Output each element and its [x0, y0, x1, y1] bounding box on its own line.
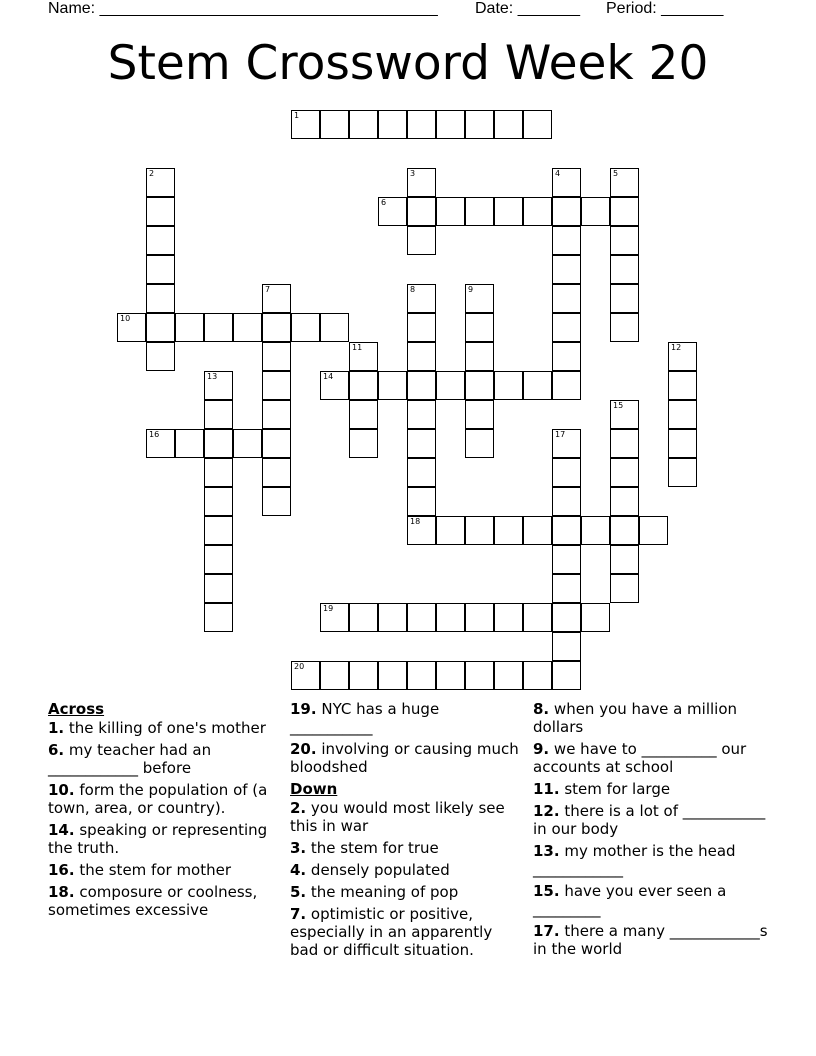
grid-cell[interactable] — [204, 313, 233, 342]
grid-cell[interactable] — [552, 255, 581, 284]
cell-number: 5 — [613, 169, 619, 178]
grid-cell[interactable] — [349, 400, 378, 429]
cell-number: 7 — [265, 285, 271, 294]
date-field-label: Date: _______ — [475, 0, 580, 17]
grid-cell[interactable] — [349, 603, 378, 632]
grid-cell[interactable] — [465, 110, 494, 139]
grid-cell[interactable] — [494, 516, 523, 545]
grid-cell[interactable] — [320, 371, 349, 400]
grid-cell[interactable] — [581, 516, 610, 545]
grid-cell[interactable] — [407, 342, 436, 371]
grid-cell[interactable] — [262, 284, 291, 313]
down-heading: Down — [290, 780, 338, 798]
grid-cell[interactable] — [552, 429, 581, 458]
clue-across-6: 6. my teacher had an ____________ before — [48, 741, 212, 777]
grid-cell[interactable] — [262, 400, 291, 429]
grid-cell[interactable] — [668, 371, 697, 400]
grid-cell[interactable] — [523, 661, 552, 690]
grid-cell[interactable] — [320, 603, 349, 632]
grid-cell[interactable] — [146, 226, 175, 255]
clue-down-4: 4. densely populated — [290, 861, 450, 879]
grid-cell[interactable] — [204, 487, 233, 516]
grid-cell[interactable] — [610, 487, 639, 516]
grid-cell[interactable] — [436, 197, 465, 226]
grid-cell[interactable] — [233, 313, 262, 342]
grid-cell[interactable] — [204, 545, 233, 574]
grid-cell[interactable] — [407, 661, 436, 690]
grid-cell[interactable] — [378, 371, 407, 400]
grid-cell[interactable] — [407, 313, 436, 342]
grid-cell[interactable] — [610, 400, 639, 429]
grid-cell[interactable] — [436, 516, 465, 545]
grid-cell[interactable] — [407, 400, 436, 429]
cell-number: 15 — [613, 401, 624, 410]
grid-cell[interactable] — [117, 313, 146, 342]
grid-cell[interactable] — [552, 168, 581, 197]
clue-across-1: 1. the killing of one's mother — [48, 719, 266, 737]
grid-cell[interactable] — [262, 429, 291, 458]
grid-cell[interactable] — [552, 574, 581, 603]
grid-cell[interactable] — [262, 371, 291, 400]
clue-down-13: 13. my mother is the head ____________ — [533, 842, 736, 878]
grid-cell[interactable] — [262, 458, 291, 487]
grid-cell[interactable] — [146, 284, 175, 313]
grid-cell[interactable] — [494, 661, 523, 690]
grid-cell[interactable] — [407, 458, 436, 487]
grid-cell[interactable] — [349, 371, 378, 400]
grid-cell[interactable] — [291, 110, 320, 139]
clue-down-17: 17. there a many ____________s in the world — [533, 922, 768, 958]
grid-cell[interactable] — [610, 313, 639, 342]
grid-cell[interactable] — [407, 168, 436, 197]
grid-cell[interactable] — [175, 313, 204, 342]
grid-cell[interactable] — [378, 661, 407, 690]
grid-cell[interactable] — [407, 226, 436, 255]
grid-cell[interactable] — [465, 342, 494, 371]
grid-cell[interactable] — [378, 110, 407, 139]
grid-cell[interactable] — [349, 429, 378, 458]
grid-cell[interactable] — [552, 545, 581, 574]
grid-cell[interactable] — [349, 661, 378, 690]
cell-number: 20 — [294, 662, 305, 671]
grid-cell[interactable] — [407, 429, 436, 458]
grid-cell[interactable] — [668, 400, 697, 429]
grid-cell[interactable] — [494, 603, 523, 632]
cell-number: 13 — [207, 372, 218, 381]
grid-cell[interactable] — [436, 110, 465, 139]
grid-cell[interactable] — [204, 429, 233, 458]
grid-cell[interactable] — [610, 458, 639, 487]
clue-across-19: 19. NYC has a huge ___________ — [290, 700, 440, 736]
grid-cell[interactable] — [407, 197, 436, 226]
grid-cell[interactable] — [552, 603, 581, 632]
clue-down-7: 7. optimistic or positive, especially in an apparently bad or difficult situation. — [290, 905, 493, 959]
grid-cell[interactable] — [465, 516, 494, 545]
grid-cell[interactable] — [552, 226, 581, 255]
grid-cell[interactable] — [320, 661, 349, 690]
grid-cell[interactable] — [552, 661, 581, 690]
grid-cell[interactable] — [291, 313, 320, 342]
grid-cell[interactable] — [204, 603, 233, 632]
grid-cell[interactable] — [552, 313, 581, 342]
clue-across-18: 18. composure or coolness, sometimes excessive — [48, 883, 258, 919]
grid-cell[interactable] — [146, 168, 175, 197]
grid-cell[interactable] — [407, 110, 436, 139]
grid-cell[interactable] — [204, 400, 233, 429]
grid-cell[interactable] — [581, 603, 610, 632]
grid-cell[interactable] — [320, 313, 349, 342]
grid-cell[interactable] — [407, 284, 436, 313]
grid-cell[interactable] — [465, 400, 494, 429]
grid-cell[interactable] — [407, 487, 436, 516]
grid-cell[interactable] — [610, 255, 639, 284]
clue-across-20: 20. involving or causing much bloodshed — [290, 740, 519, 776]
grid-cell[interactable] — [610, 574, 639, 603]
grid-cell[interactable] — [436, 603, 465, 632]
clue-down-3: 3. the stem for true — [290, 839, 439, 857]
grid-cell[interactable] — [204, 371, 233, 400]
grid-cell[interactable] — [494, 110, 523, 139]
grid-cell[interactable] — [146, 313, 175, 342]
grid-cell[interactable] — [349, 342, 378, 371]
grid-cell[interactable] — [262, 487, 291, 516]
grid-cell[interactable] — [610, 226, 639, 255]
grid-cell[interactable] — [465, 371, 494, 400]
grid-cell[interactable] — [465, 197, 494, 226]
grid-cell[interactable] — [552, 458, 581, 487]
clue-down-5: 5. the meaning of pop — [290, 883, 459, 901]
grid-cell[interactable] — [146, 429, 175, 458]
name-field-label: Name: ______________________________________ — [48, 0, 438, 17]
clue-down-9: 9. we have to __________ our accounts at school — [533, 740, 747, 776]
grid-cell[interactable] — [465, 661, 494, 690]
grid-cell[interactable] — [552, 371, 581, 400]
grid-cell[interactable] — [233, 429, 262, 458]
grid-cell[interactable] — [523, 197, 552, 226]
cell-number: 4 — [555, 169, 561, 178]
cell-number: 3 — [410, 169, 416, 178]
clue-down-12: 12. there is a lot of ___________ in our body — [533, 802, 766, 838]
clue-column-2 — [290, 700, 520, 963]
cell-number: 16 — [149, 430, 160, 439]
grid-cell[interactable] — [523, 603, 552, 632]
grid-cell[interactable] — [523, 110, 552, 139]
cell-number: 10 — [120, 314, 131, 323]
grid-cell[interactable] — [175, 429, 204, 458]
cell-number: 8 — [410, 285, 416, 294]
grid-cell[interactable] — [407, 371, 436, 400]
grid-cell[interactable] — [436, 371, 465, 400]
grid-cell[interactable] — [552, 284, 581, 313]
grid-cell[interactable] — [668, 458, 697, 487]
clue-across-14: 14. speaking or representing the truth. — [48, 821, 268, 857]
grid-cell[interactable] — [552, 342, 581, 371]
cell-number: 18 — [410, 517, 421, 526]
grid-cell[interactable] — [378, 197, 407, 226]
cell-number: 6 — [381, 198, 387, 207]
grid-cell[interactable] — [465, 429, 494, 458]
cell-number: 11 — [352, 343, 363, 352]
grid-cell[interactable] — [465, 313, 494, 342]
grid-cell[interactable] — [204, 574, 233, 603]
grid-cell[interactable] — [407, 603, 436, 632]
cell-number: 17 — [555, 430, 566, 439]
grid-cell[interactable] — [465, 284, 494, 313]
grid-cell[interactable] — [523, 516, 552, 545]
grid-cell[interactable] — [262, 342, 291, 371]
grid-cell[interactable] — [204, 458, 233, 487]
grid-cell[interactable] — [552, 197, 581, 226]
clue-column-1 — [48, 700, 280, 923]
grid-cell[interactable] — [552, 632, 581, 661]
grid-cell[interactable] — [552, 516, 581, 545]
grid-cell[interactable] — [465, 603, 494, 632]
grid-cell[interactable] — [523, 371, 552, 400]
grid-cell[interactable] — [436, 661, 465, 690]
grid-cell[interactable] — [610, 429, 639, 458]
grid-cell[interactable] — [494, 197, 523, 226]
grid-cell[interactable] — [320, 110, 349, 139]
clue-down-2: 2. you would most likely see this in war — [290, 799, 505, 835]
grid-cell[interactable] — [407, 516, 436, 545]
grid-cell[interactable] — [581, 197, 610, 226]
grid-cell[interactable] — [204, 516, 233, 545]
period-field-label: Period: _______ — [606, 0, 724, 17]
grid-cell[interactable] — [610, 284, 639, 313]
grid-cell[interactable] — [146, 342, 175, 371]
cell-number: 12 — [671, 343, 682, 352]
cell-number: 19 — [323, 604, 334, 613]
grid-cell[interactable] — [610, 516, 639, 545]
grid-cell[interactable] — [146, 255, 175, 284]
grid-cell[interactable] — [291, 661, 320, 690]
grid-cell[interactable] — [378, 603, 407, 632]
clue-column-3 — [533, 700, 768, 962]
cell-number: 9 — [468, 285, 474, 294]
grid-cell[interactable] — [349, 110, 378, 139]
grid-cell[interactable] — [262, 313, 291, 342]
cell-number: 2 — [149, 169, 155, 178]
cell-number: 1 — [294, 111, 300, 120]
grid-cell[interactable] — [146, 197, 175, 226]
cell-number: 14 — [323, 372, 334, 381]
clue-down-11: 11. stem for large — [533, 780, 671, 798]
clue-down-15: 15. have you ever seen a _________ — [533, 882, 727, 918]
clue-across-16: 16. the stem for mother — [48, 861, 232, 879]
grid-cell[interactable] — [610, 197, 639, 226]
across-heading: Across — [48, 700, 105, 718]
page-title: Stem Crossword Week 20 — [107, 36, 709, 91]
grid-cell[interactable] — [668, 429, 697, 458]
grid-cell[interactable] — [639, 516, 668, 545]
clue-across-10: 10. form the population of (a town, area, or country). — [48, 781, 268, 817]
clue-down-8: 8. when you have a million dollars — [533, 700, 738, 736]
grid-cell[interactable] — [610, 168, 639, 197]
grid-cell[interactable] — [668, 342, 697, 371]
grid-cell[interactable] — [494, 371, 523, 400]
grid-cell[interactable] — [610, 545, 639, 574]
grid-cell[interactable] — [552, 487, 581, 516]
